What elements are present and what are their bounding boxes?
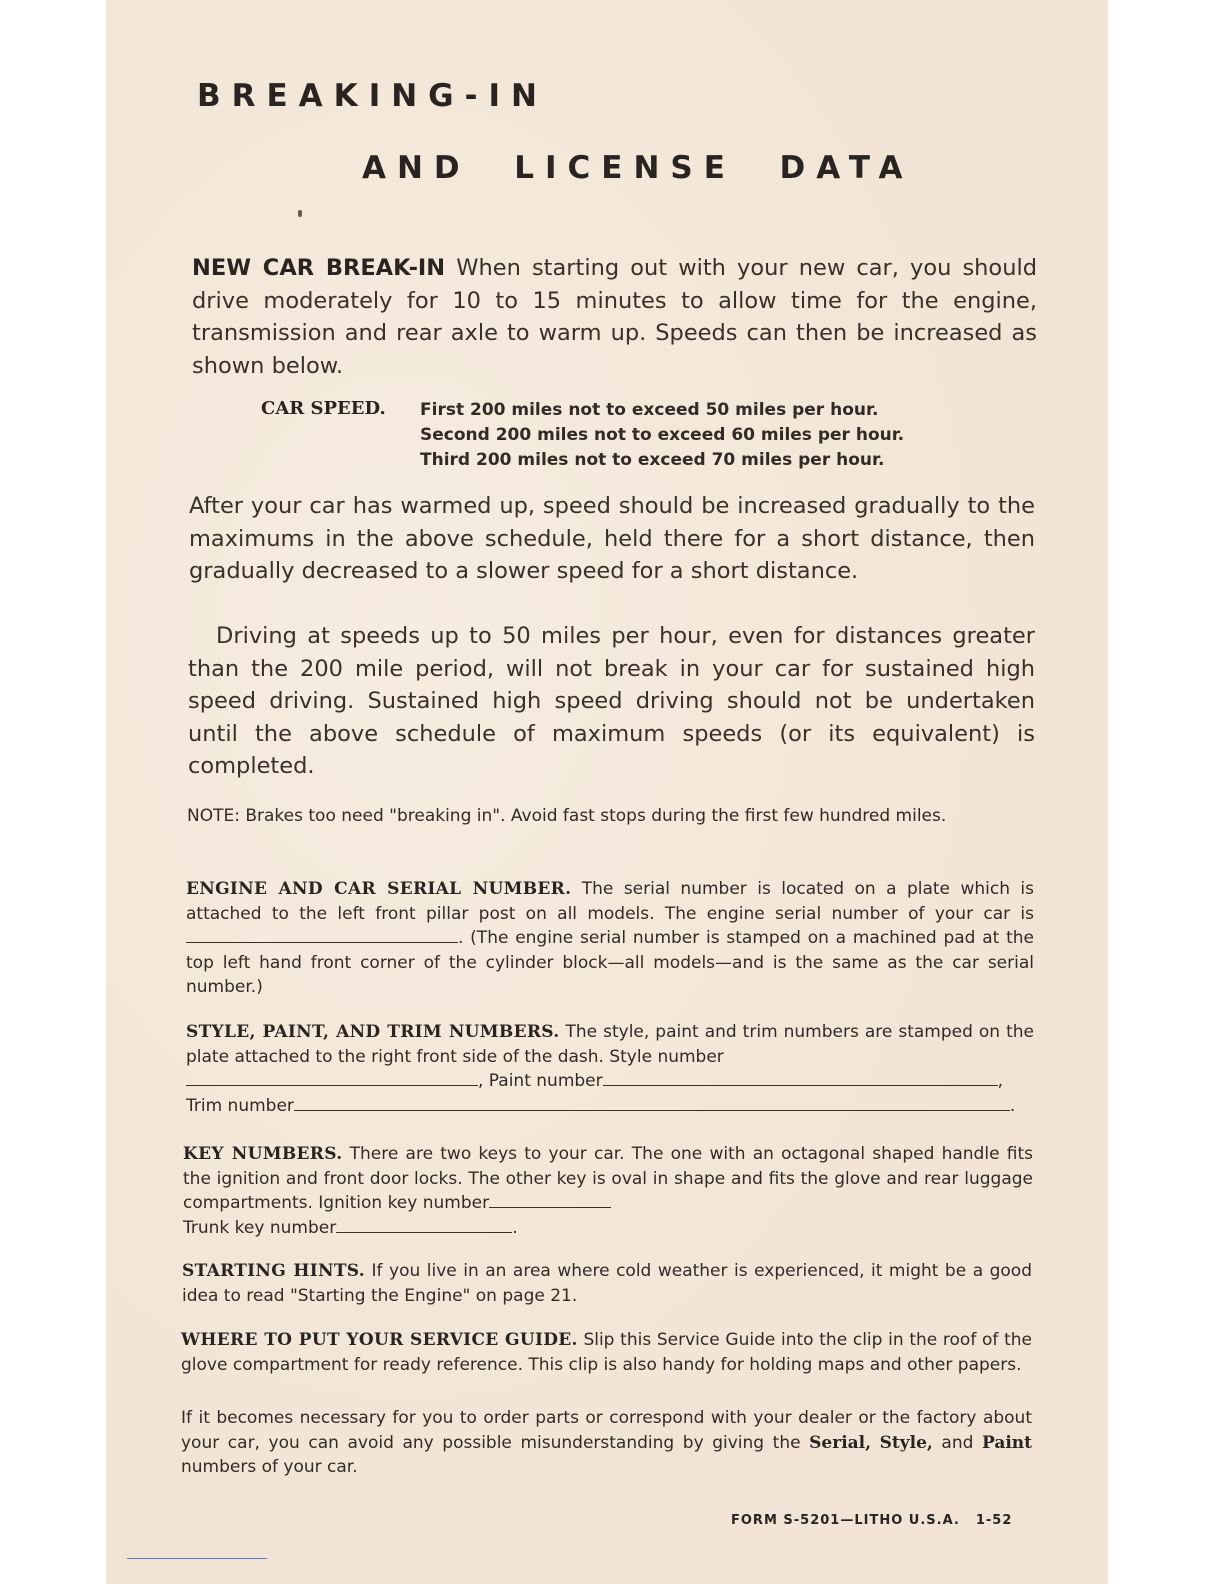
paint-number-blank [603,1071,998,1086]
driving-speeds-paragraph: Driving at speeds up to 50 miles per hour, even for distances greater than the 200 mile period, will not break in your car for sustained high speed driving. Sustained high speed driving should not be undertaken until the above schedule of maximum speeds (or its equivalent) is completed. [188,623,1035,779]
starting-hints-section [182,1259,1032,1308]
scan-edge-line [127,1558,267,1559]
order-parts-paragraph [181,1406,1032,1480]
car-speed-line-3: Third 200 miles not to exceed 70 miles per hour. [420,450,885,470]
ignition-key-blank [489,1193,611,1208]
service-guide-heading: WHERE TO PUT YOUR SERVICE GUIDE. [181,1330,578,1350]
engine-serial-text-2: . (The engine serial number is stamped on a machined pad at the top left hand front corner of the cylinder block—all models—and is the same as the car serial number.) [186,928,1034,997]
paint-emphasis: Paint [982,1432,1033,1453]
form-footer [731,1513,1012,1528]
starting-hints-heading: STARTING HINTS. [182,1261,365,1281]
key-numbers-heading: KEY NUMBERS. [183,1144,343,1164]
trim-number-label: Trim number [186,1095,294,1116]
trim-number-blank [294,1096,1010,1111]
order-parts-text-2: numbers of your car. [181,1457,358,1477]
paper-speck [298,210,302,217]
service-guide-text: Slip this Service Guide into the clip in the roof of the glove compartment for ready reference. This clip is also handy for holding maps and other papers. [181,1330,1032,1375]
style-number-blank [186,1071,478,1086]
title-breaking-in: BREAKING-IN [197,78,548,114]
key-numbers-text: There are two keys to your car. The one with an octagonal shaped handle fits the ignition and front door locks. The other key is oval in shape and fits the glove and rear luggage compartments. Ignition key number [183,1144,1033,1213]
style-paint-trim-heading: STYLE, PAINT, AND TRIM NUMBERS. [186,1022,560,1042]
and-text: and [932,1432,982,1453]
after-warm-up-paragraph: After your car has warmed up, speed should be increased gradually to the maximums in the above schedule, held there for a short distance, then gradually decreased to a slower speed for a short distance. [189,493,1035,584]
engine-serial-text: The serial number is located on a plate which is attached to the left front pillar post on all models. The engine serial number of your car is [186,879,1035,924]
car-speed-label: CAR SPEED. [261,398,386,419]
serial-emphasis: Serial, [809,1432,872,1453]
engine-serial-blank [186,928,458,943]
form-date-code: 1-52 [975,1513,1013,1528]
engine-serial-heading: ENGINE AND CAR SERIAL NUMBER. [186,879,572,899]
style-paint-trim-text: The style, paint and trim numbers are stamped on the plate attached to the right front side of the dash. Style number [186,1022,1034,1067]
paint-number-label: , Paint number [478,1071,603,1091]
starting-hints-text: If you live in an area where cold weather is experienced, it might be a good idea to read "Starting the Engine" on page 21. [182,1261,1033,1306]
page-margin [1108,0,1224,1584]
engine-serial-section [186,877,1034,1000]
new-car-break-in-paragraph [192,252,1037,382]
brakes-note: NOTE: Brakes too need "breaking in". Avoid fast stops during the first few hundred miles. [187,806,947,826]
trunk-key-label: Trunk key number [183,1217,337,1238]
title-license-data: AND LICENSE DATA [362,150,914,186]
style-emphasis: Style, [879,1432,933,1453]
form-number: FORM S-5201—LITHO U.S.A. [731,1513,960,1528]
service-guide-section [181,1328,1032,1377]
trunk-key-blank [336,1218,512,1233]
key-numbers-section: KEY NUMBERS. There are two keys to your car. The one with an octagonal shaped handle fits the ignition and front door locks. The other key is oval in shape and fits the glove and rear luggage compartments. Ignition key number Trunk key number . [183,1144,1033,1238]
style-paint-trim-section: STYLE, PAINT, AND TRIM NUMBERS. The style, paint and trim numbers are stamped on the plate attached to the right front side of the dash. Style number , Paint number , Trim number . [186,1022,1034,1116]
new-car-break-in-heading: NEW CAR BREAK-IN [192,255,446,281]
car-speed-line-2: Second 200 miles not to exceed 60 miles per hour. [420,425,905,445]
car-speed-line-1: First 200 miles not to exceed 50 miles per hour. [420,400,879,420]
new-car-break-in-text: When starting out with your new car, you should drive moderately for 10 to 15 minutes to allow time for the engine, transmission and rear axle to warm up. Speeds can then be increased as shown below. [192,255,1037,379]
order-parts-text: If it becomes necessary for you to order parts or correspond with your dealer or the factory about your car, you can avoid any possible misunderstanding by giving the [181,1408,1032,1453]
